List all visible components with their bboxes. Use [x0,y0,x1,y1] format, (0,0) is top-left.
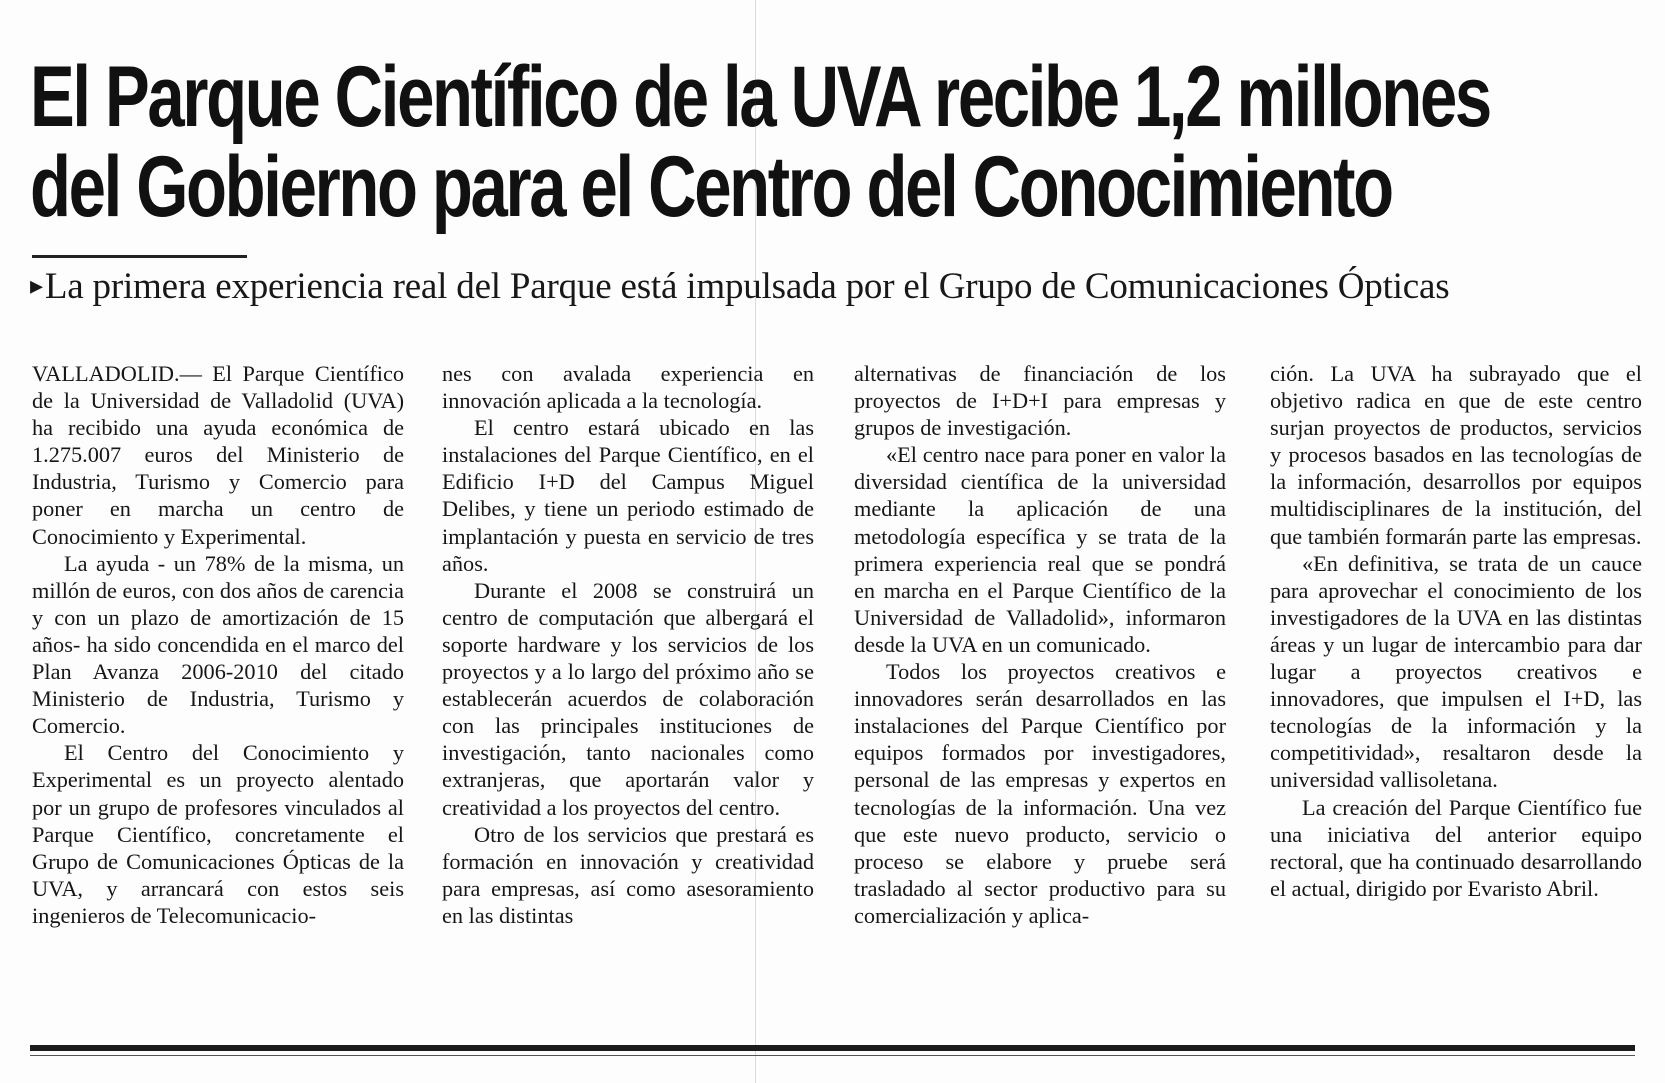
bottom-rule-thin [30,1055,1635,1056]
paragraph: ción. La UVA ha subrayado que el objetivo radica en que de este centro surjan proyectos de productos, servicios y procesos basados en las tecnologías de la información, desarrollos por equipos multidisciplinares de la institución, del que también formarán parte las empresas. [1270,361,1642,549]
paragraph: El centro estará ubicado en las instalaciones del Parque Científico, en el Edificio I+D del Campus Miguel Delibes, y tiene un periodo estimado de implantación y puesta en servicio de tres años. [442,415,814,576]
paragraph: El Centro del Conocimiento y Experimental es un proyecto alentado por un grupo de profesores vinculados al Parque Científico, concretamente el Grupo de Comunicaciones Ópticas de la UVA, y arrancará con estos seis ingenieros de Telecomunicacio- [32,740,404,928]
paragraph: VALLADOLID.— El Parque Científico de la Universidad de Valladolid (UVA) ha recibido una ayuda económica de 1.275.007 euros del Ministerio de Industria, Turismo y Comercio para poner en marcha un centro de Conocimiento y Experimental. [32,361,404,549]
paragraph: La creación del Parque Científico fue una iniciativa del anterior equipo rectoral, que ha continuado desarrollando el actual, dirigido por Evaristo Abril. [1270,794,1642,901]
subheadline [30,262,1449,314]
paragraph: «En definitiva, se trata de un cauce para aprovechar el conocimiento de los investigadores de la UVA en las distintas áreas y un lugar de intercambio para dar lugar a proyectos creativos e innovadores, que impulsen el I+D, las tecnologías de la información y la competitividad», resaltaron desde la universidad vallisoletana. [1270,550,1642,793]
paragraph: Otro de los servicios que prestará es formación en innovación y creatividad para empresas, así como asesoramiento en las distintas [442,821,814,928]
headline-line-2: del Gobierno para el Centro del Conocimiento [30,139,1392,235]
paragraph: alternativas de financiación de los proyectos de I+D+I para empresas y grupos de investigación. [854,361,1226,441]
headline-line-1: El Parque Científico de la UVA recibe 1,2 millones [30,49,1490,145]
article-body [32,360,1642,1040]
column-2 [442,360,814,1040]
paragraph: La ayuda - un 78% de la misma, un millón de euros, con dos años de carencia y con un plazo de amortización de 15 años- ha sido concendida en el marco del Plan Avanza 2006-2010 del citado Ministerio de Industria, Turismo y Comercio. [32,550,404,739]
paragraph: Todos los proyectos creativos e innovadores serán desarrollados en las instalaciones del Parque Científico por equipos formados por investigadores, personal de las empresas y expertos en tecnologías de la información. Una vez que este nuevo producto, servicio o proceso se elabore y pruebe será trasladado al sector productivo para su comercialización y aplica- [854,659,1226,928]
bottom-rule [30,1045,1635,1051]
column-4 [1270,360,1642,1040]
paragraph: «El centro nace para poner en valor la diversidad científica de la universidad mediante la aplicación de una metodología específica y se trata de la primera experiencia real que se pondrá en marcha en el Parque Científico de la Universidad de Valladolid», informaron desde la UVA en un comunicado. [854,442,1226,657]
subhead-arrow-icon: ▸ [30,271,43,300]
paragraph: nes con avalada experiencia en innovación aplicada a la tecnología. [442,361,814,414]
subhead-rule [32,255,247,258]
headline [30,49,1490,235]
column-3 [854,360,1226,1040]
subheadline-text: La primera experiencia real del Parque está impulsada por el Grupo de Comunicaciones Ópticas [44,266,1450,307]
column-1 [32,360,404,1040]
paragraph: Durante el 2008 se construirá un centro de computación que albergará el soporte hardware y los servicios de los proyectos y a lo largo del próximo año se establecerán acuerdos de colaboración con las principales instituciones de investigación, tanto nacionales como extranjeras, que aportarán valor y creatividad a los proyectos del centro. [442,577,814,820]
